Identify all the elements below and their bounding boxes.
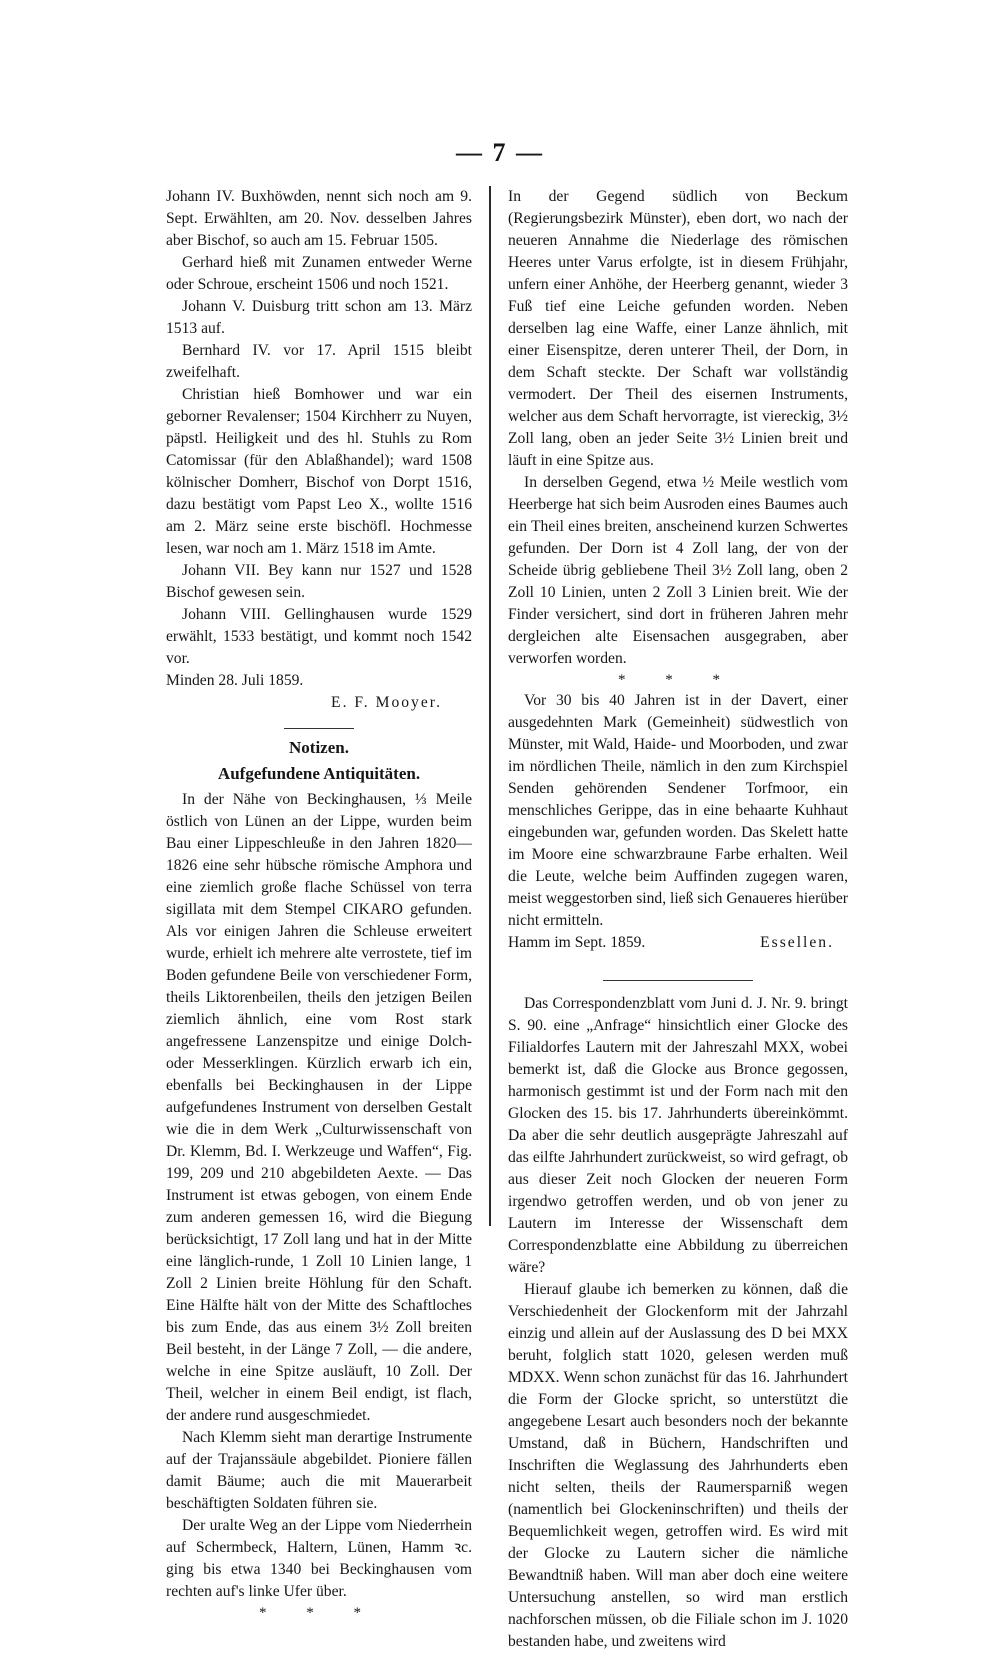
place-date: Hamm im Sept. 1859. bbox=[508, 934, 646, 951]
asterism: * * * bbox=[259, 1605, 379, 1621]
place-date-signature bbox=[508, 932, 848, 954]
section-heading-antiquities: Aufgefundene Antiquitäten. bbox=[217, 764, 421, 783]
paragraph-beckum: In der Gegend südlich von Beckum (Regierungsbezirk Münster), eben dort, wo nach der neueren Annahme die Niederlage des römischen Heeres unter Varus erfolgte, ist in diesem Frühjahr, unfern einer Anhöhe, der Heerberg genannt, wieder 3 Fuß tief eine Leiche gefunden worden. Neben derselben lag eine Waffe, einer Lanze ähnlich, mit einer Eisenspitze, deren unterer Theil, der Dorn, in dem Schaft steckte. Der Schaft war vollständig vermodert. Der Theil des eisernen Instruments, welcher aus dem Schaft hervorragte, ist viereckig, 3½ Zoll lang, oben an jeder Seite 3½ Linien breit und läuft in eine Spitze aus. bbox=[508, 188, 848, 469]
section-divider bbox=[603, 980, 753, 981]
paragraph-johann-vii: Johann VII. Bey kann nur 1527 und 1528 Bischof gewesen sein. bbox=[166, 562, 472, 601]
signature: Essellen. bbox=[760, 934, 834, 951]
signature: E. F. Mooyer. bbox=[331, 694, 442, 711]
paragraph-uralte-weg: Der uralte Weg an der Lippe vom Niederrhein auf Schermbeck, Haltern, Lünen, Hamm ꝛc. ging bis etwa 1340 bei Beckinghausen vom rechten auf's linke Ufer über. bbox=[166, 1517, 472, 1600]
paragraph-heerberg: In derselben Gegend, etwa ½ Meile westlich vom Heerberge hat sich beim Ausroden eines Baumes auch ein Theil eines breiten, anscheinend kurzen Schwertes gefunden. Der Dorn ist 4 Zoll lang, der von der Scheide übrig gebliebene Theil 3½ Zoll lang, oben 2 Zoll 10 Linien, unten 2 Zoll 3 Linien breit. Wie der Finder versichert, sind dort in früheren Jahren mehr dergleichen alte Eisensachen ausgegraben, aber verworfen worden. bbox=[508, 474, 848, 667]
paragraph-johann-viii: Johann VIII. Gellinghausen wurde 1529 erwählt, 1533 bestätigt, und kommt noch 1542 vor. bbox=[166, 606, 472, 667]
paragraph-beckinghausen: In der Nähe von Beckinghausen, ⅓ Meile östlich von Lünen an der Lippe, wurden beim Bau einer Lippeschleuße in den Jahren 1820—1826 eine sehr hübsche römische Amphora und eine ziemlich große flache Schüssel von terra sigillata mit dem Stempel CIKARO gefunden. Als vor einigen Jahren die Schleuse erweitert wurde, erhielt ich mehrere alte verrostete, tief im Boden gefundene Beile von verschiedener Form, theils Liktorenbeilen, theils den jetzigen Beilen ziemlich ähnlich, eine vom Rost stark angefressene Lanzenspitze und einige Dolch- oder Messerklingen. Kürzlich erwarb ich ein, ebenfalls bei Beckinghausen in der Lippe aufgefundenes Instrument von derselben Gestalt wie die in dem Werk „Culturwissenschaft von Dr. Klemm, Bd. I. Werkzeuge und Waffen“, Fig. 199, 209 und 210 abgebildeten Aexte. — Das Instrument ist etwas gebogen, von einem Ende zum anderen gemessen 16, wird die Biegung berücksichtigt, 17 Zoll lang und hat in der Mitte eine länglich-runde, 1 Zoll 10 Linien lange, 1 Zoll 2 Linien breite Höhlung für den Schaft. Eine Hälfte hält von der Mitte des Schaftloches bis zum Ende, das aus einem 3½ Zoll breiten Beil besteht, in der Länge 7 Zoll, — die andere, welche in eine Spitze ausläuft, 10 Zoll. Der Theil, welcher in einem Beil endigt, ist flach, der andere rund ausgeschmiedet. bbox=[166, 791, 472, 1424]
paragraph-bernhard-iv: Bernhard IV. vor 17. April 1515 bleibt zweifelhaft. bbox=[166, 342, 472, 381]
paragraph-christian: Christian hieß Bomhower und war ein geborner Revalenser; 1504 Kirchherr zu Nuyen, päpstl. Heiligkeit und des hl. Stuhls zu Rom Catomissar (für den Ablaßhandel); ward 1508 kölnischer Domherr, Bischof von Dorpt 1516, dazu bestätigt vom Papst Leo X., wollte 1516 am 2. März seine erste bischöfl. Hochmesse lesen, war noch am 1. März 1518 im Amte. bbox=[166, 386, 472, 557]
column-divider bbox=[489, 186, 491, 1226]
paragraph-davert: Vor 30 bis 40 Jahren ist in der Davert, einer ausgedehnten Mark (Gemeinheit) südwestlich von Münster, mit Wald, Haide- und Moorboden, und zwar im nördlichen Theile, nämlich in den zum Kirchspiel Senden gehörenden Sendener Torfmoor, ein menschliches Gerippe, das in eine behaarte Kuhhaut eingebunden war, gefunden worden. Das Skelett hatte im Moore eine schwarzbraune Farbe erhalten. Weil die Leute, welche beim Auffinden zugegen waren, meist weggestorben sind, ließ sich Genaueres hierüber nicht ermitteln. bbox=[508, 692, 848, 929]
paragraph-correspondenzblatt: Das Correspondenzblatt vom Juni d. J. Nr. 9. bringt S. 90. eine „Anfrage“ hinsichtlich einer Glocke des Filialdorfes Lautern mit der Jahreszahl MXX, wobei bemerkt ist, daß die Glocke aus Bronce gegossen, harmonisch gestimmt ist und der Form nach mit den Glocken des 15. bis 17. Jahrhunderts übereinkömmt. Da aber die sehr deutlich ausgeprägte Jahreszahl auf das eilfte Jahrhundert zurückweist, so wird gefragt, ob aus dieser Zeit noch Glocken der neueren Form irgendwo getroffen werden, und ob von jener zu Lautern im Interesse der Wissenschaft dem Correspondenzblatte eine Abbildung zu überreichen wäre? bbox=[508, 995, 848, 1276]
page-number: — 7 — bbox=[456, 138, 544, 167]
paragraph-klemm: Nach Klemm sieht man derartige Instrumente auf der Trajanssäule abgebildet. Pioniere fällen damit Bäume; auch die mit Mauerarbeit beschäftigten Soldaten führen sie. bbox=[166, 1429, 472, 1512]
section-divider bbox=[284, 728, 354, 729]
asterism: * * * bbox=[618, 672, 738, 688]
paragraph-hierauf: Hierauf glaube ich bemerken zu können, daß die Verschiedenheit der Glockenform mit der Jahrzahl einzig und allein auf der Auslassung des D bei MXX beruht, folglich statt 1020, gelesen werden muß MDXX. Wenn schon zunächst für das 16. Jahrhundert die Form der Glocke spricht, so unterstützt die angegebene Lesart auch besonders noch der bekannte Umstand, daß in Büchern, Handschriften und Inschriften die Weglassung des Jahrhunderts eben nicht selten, theils der Raumersparniß wegen (namentlich bei Glockeninschriften) und theils der Bequemlichkeit wegen, getroffen wird. Es wird mit der Glocke zu Lautern sicher die nämliche Bewandtniß haben. Will man aber doch eine weitere Untersuchung anstellen, so wird man erstlich nachforschen müssen, ob die Filiale schon im J. 1020 bestanden habe, und zweitens wird bbox=[508, 1281, 848, 1650]
paragraph-johann-iv: Johann IV. Buxhöwden, nennt sich noch am 9. Sept. Erwählten, am 20. Nov. desselben Jahres aber Bischof, so auch am 15. Februar 1505. bbox=[166, 188, 472, 249]
paragraph-johann-v: Johann V. Duisburg tritt schon am 13. März 1513 auf. bbox=[166, 298, 472, 337]
place-date: Minden 28. Juli 1859. bbox=[166, 672, 304, 689]
paragraph-gerhard: Gerhard hieß mit Zunamen entweder Werne oder Schroue, erscheint 1506 und noch 1521. bbox=[166, 254, 472, 293]
left-column bbox=[166, 186, 472, 1623]
right-column bbox=[508, 186, 848, 1653]
section-heading-notes: Notizen. bbox=[289, 738, 349, 757]
